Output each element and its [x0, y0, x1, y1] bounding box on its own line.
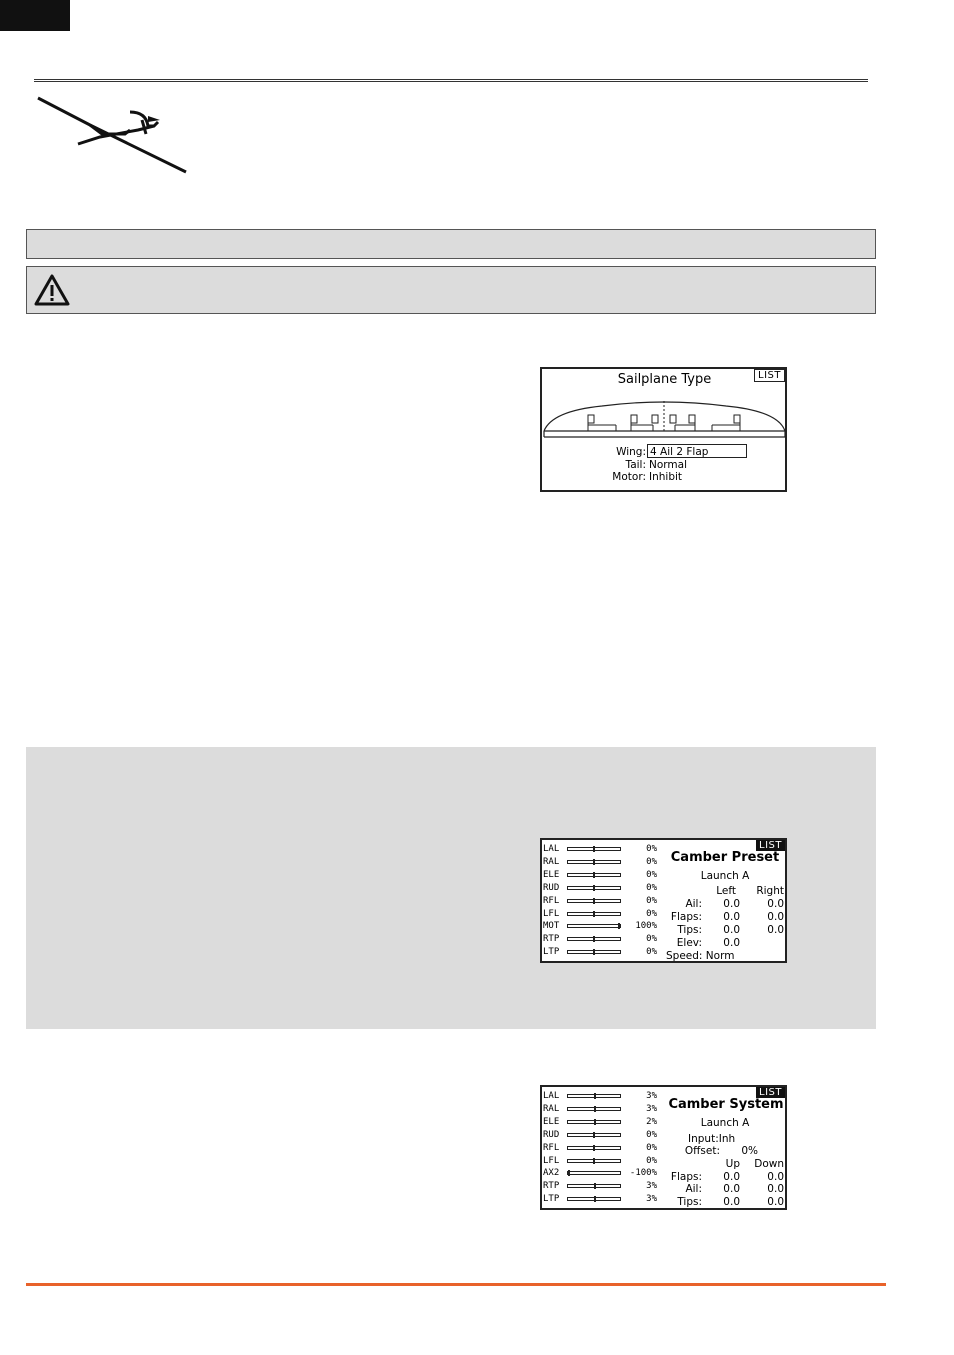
channel-position-bar [567, 924, 621, 928]
tail-label: Tail: [625, 459, 646, 471]
row-elev-label: Elev: [676, 937, 702, 949]
channel-row-lal [543, 843, 661, 856]
row-tips-label: Tips: [677, 924, 702, 936]
channel-name: ELE [543, 869, 560, 880]
channel-value: 100% [635, 921, 657, 932]
channel-position-tick [593, 1158, 595, 1164]
channel-position-bar [567, 860, 621, 864]
channel-row-rfl [543, 1142, 661, 1155]
row-ail-up[interactable]: 0.0 [723, 1183, 740, 1195]
column-up: Up [725, 1158, 740, 1170]
motor-label: Motor: [612, 471, 646, 483]
row-flaps-left[interactable]: 0.0 [723, 911, 740, 923]
footer-rule [26, 1283, 886, 1286]
channel-position-bar [567, 1197, 621, 1201]
wing-label: Wing: [616, 446, 646, 458]
row-flaps-label: Flaps: [670, 911, 702, 923]
channel-position-bar [567, 847, 621, 851]
channel-name: LAL [543, 1091, 560, 1101]
channel-position-bar [567, 899, 621, 903]
column-down: Down [754, 1158, 784, 1170]
row-ail-right[interactable]: 0.0 [767, 898, 784, 910]
channel-position-bar [567, 1120, 621, 1124]
column-right: Right [756, 885, 784, 897]
channel-position-tick [593, 949, 595, 955]
channel-name: MOT [543, 921, 560, 932]
channel-row-mot [543, 920, 661, 933]
speed-setting[interactable]: Speed: Norm [666, 950, 735, 962]
channel-value: 0% [646, 1129, 657, 1140]
camber-preset-screen [540, 838, 787, 963]
channel-position-tick [618, 923, 620, 929]
channel-row-rud [543, 1129, 661, 1142]
sailplane-icon [30, 92, 195, 182]
channel-value: -100% [629, 1168, 657, 1179]
screen-title: Sailplane Type [617, 372, 712, 387]
channel-row-ral [543, 856, 661, 869]
channel-row-lfl [543, 1155, 661, 1168]
channel-value: 0% [646, 856, 657, 867]
page-corner-tab [0, 0, 70, 31]
channel-name: LTP [543, 947, 560, 958]
channel-name: RAL [543, 856, 560, 867]
row-ail-label: Ail: [685, 1183, 702, 1195]
channel-value: 3% [646, 1091, 657, 1101]
motor-value[interactable]: Inhibit [649, 471, 683, 483]
channel-position-tick [593, 1132, 595, 1138]
channel-value: 3% [646, 1103, 657, 1114]
row-tips-label: Tips: [677, 1196, 702, 1208]
row-flaps-down[interactable]: 0.0 [767, 1171, 784, 1183]
header-rule [34, 79, 868, 82]
channel-value: 3% [646, 1194, 657, 1205]
channel-position-tick [593, 872, 595, 878]
channel-position-bar [567, 1159, 621, 1163]
note-bar [26, 229, 876, 259]
channel-name: RAL [543, 1103, 560, 1114]
channel-row-rfl [543, 895, 661, 908]
channel-name: RUD [543, 882, 560, 893]
channel-value: 0% [646, 947, 657, 958]
channel-row-rud [543, 882, 661, 895]
channel-position-bar [567, 912, 621, 916]
channel-row-lal [543, 1090, 661, 1103]
channel-name: RFL [543, 1142, 560, 1153]
row-tips-up[interactable]: 0.0 [723, 1196, 740, 1208]
screen-title: Camber System [668, 1097, 784, 1112]
row-flaps-up[interactable]: 0.0 [723, 1171, 740, 1183]
row-tips-down[interactable]: 0.0 [767, 1196, 784, 1208]
camber-system-screen [540, 1085, 787, 1210]
channel-position-tick [594, 1119, 596, 1125]
warning-bar [26, 266, 876, 314]
channel-name: ELE [543, 1116, 560, 1127]
channel-position-bar [567, 1171, 621, 1175]
channel-position-bar [567, 1146, 621, 1150]
channel-value: 0% [646, 1155, 657, 1166]
channel-position-tick [594, 1106, 596, 1112]
row-ail-left[interactable]: 0.0 [723, 898, 740, 910]
channel-row-rtp [543, 933, 661, 946]
column-left: Left [716, 885, 736, 897]
channel-name: RTP [543, 934, 560, 945]
channel-name: LAL [543, 844, 560, 854]
channel-position-bar [567, 873, 621, 877]
wing-select[interactable]: 4 Ail 2 Flap [647, 444, 747, 458]
channel-value: 0% [646, 934, 657, 945]
row-tips-right[interactable]: 0.0 [767, 924, 784, 936]
channel-value: 0% [646, 844, 657, 854]
channel-position-tick [593, 898, 595, 904]
screen-title: Camber Preset [670, 850, 780, 865]
channel-position-tick [593, 846, 595, 852]
row-ail-down[interactable]: 0.0 [767, 1183, 784, 1195]
channel-row-ral [543, 1103, 661, 1116]
row-flaps-right[interactable]: 0.0 [767, 911, 784, 923]
row-ail-label: Ail: [685, 898, 702, 910]
list-button[interactable]: LIST [756, 1087, 785, 1098]
channel-position-bar [567, 886, 621, 890]
channel-row-rtp [543, 1180, 661, 1193]
channel-value: 0% [646, 908, 657, 919]
mode-label: Launch A [700, 1117, 750, 1129]
channel-position-tick [593, 1145, 595, 1151]
channel-name: LTP [543, 1194, 560, 1205]
channel-name: LFL [543, 908, 560, 919]
channel-position-bar [567, 1107, 621, 1111]
channel-position-tick [594, 1183, 596, 1189]
channel-name: LFL [543, 1155, 560, 1166]
offset-value[interactable]: 0% [741, 1145, 758, 1157]
channel-position-tick [594, 1196, 596, 1202]
channel-position-bar [567, 1133, 621, 1137]
channel-value: 0% [646, 1142, 657, 1153]
mode-label: Launch A [700, 870, 750, 882]
offset-label: Offset: [684, 1145, 720, 1157]
tail-value[interactable]: Normal [649, 459, 687, 471]
channel-position-bar [567, 1184, 621, 1188]
channel-value: 0% [646, 895, 657, 906]
channel-position-tick [568, 1170, 570, 1176]
list-button[interactable]: LIST [754, 369, 785, 382]
channel-row-lfl [543, 908, 661, 921]
row-elev-left[interactable]: 0.0 [723, 937, 740, 949]
channel-position-bar [567, 937, 621, 941]
input-setting[interactable]: Input:Inh [688, 1133, 736, 1145]
row-tips-left[interactable]: 0.0 [723, 924, 740, 936]
channel-row-ax2 [543, 1167, 661, 1180]
channel-name: RUD [543, 1129, 560, 1140]
channel-monitor [543, 843, 663, 961]
channel-position-tick [594, 1093, 596, 1099]
wing-diagram [542, 395, 787, 441]
channel-position-tick [593, 859, 595, 865]
channel-name: RFL [543, 895, 560, 906]
channel-value: 3% [646, 1181, 657, 1192]
channel-position-tick [593, 885, 595, 891]
channel-row-ele [543, 869, 661, 882]
channel-value: 2% [646, 1116, 657, 1127]
channel-position-bar [567, 1094, 621, 1098]
channel-row-ele [543, 1116, 661, 1129]
warning-icon [34, 273, 70, 307]
channel-value: 0% [646, 882, 657, 893]
channel-row-ltp [543, 946, 661, 959]
channel-position-bar [567, 950, 621, 954]
channel-name: RTP [543, 1181, 560, 1192]
channel-row-ltp [543, 1193, 661, 1206]
channel-position-tick [593, 936, 595, 942]
list-button[interactable]: LIST [756, 840, 785, 851]
channel-position-tick [593, 911, 595, 917]
sailplane-type-screen [540, 367, 787, 492]
row-flaps-label: Flaps: [670, 1171, 702, 1183]
channel-value: 0% [646, 869, 657, 880]
channel-name: AX2 [543, 1168, 560, 1179]
channel-monitor [543, 1090, 663, 1208]
